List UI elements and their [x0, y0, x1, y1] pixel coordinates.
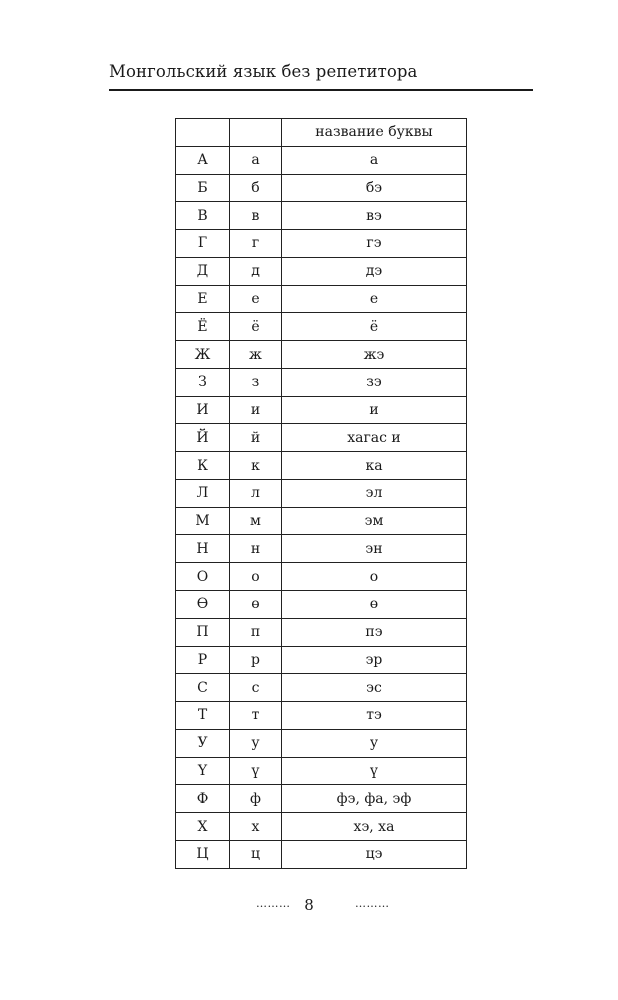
table-row [176, 424, 467, 452]
page-number: 8 [304, 896, 314, 914]
cell-uppercase: Б [176, 174, 230, 202]
cell-letter-name: зэ [282, 368, 467, 396]
cell-uppercase: Г [176, 230, 230, 258]
table-row [176, 202, 467, 230]
cell-uppercase: Т [176, 702, 230, 730]
cell-letter-name: цэ [282, 840, 467, 868]
table-row [176, 840, 467, 868]
cell-lowercase: т [230, 702, 282, 730]
cell-uppercase: З [176, 368, 230, 396]
cell-lowercase: ү [230, 757, 282, 785]
cell-letter-name: фэ, фа, эф [282, 785, 467, 813]
cell-lowercase: х [230, 813, 282, 841]
table-row [176, 674, 467, 702]
cell-letter-name: хагас и [282, 424, 467, 452]
table-row [176, 479, 467, 507]
table-row [176, 702, 467, 730]
footer-dots-left: ……… [256, 897, 291, 910]
cell-lowercase: ё [230, 313, 282, 341]
cell-uppercase: И [176, 396, 230, 424]
cell-uppercase: Ё [176, 313, 230, 341]
table-row [176, 313, 467, 341]
cell-lowercase: б [230, 174, 282, 202]
cell-uppercase: Д [176, 257, 230, 285]
cell-letter-name: эс [282, 674, 467, 702]
header-cell-lowercase [230, 119, 282, 147]
cell-letter-name: жэ [282, 341, 467, 369]
cell-letter-name: эл [282, 479, 467, 507]
cell-uppercase: У [176, 729, 230, 757]
table-row [176, 785, 467, 813]
footer-dots-right: ……… [355, 897, 390, 910]
cell-lowercase: о [230, 563, 282, 591]
cell-lowercase: з [230, 368, 282, 396]
cell-lowercase: с [230, 674, 282, 702]
table-row [176, 146, 467, 174]
header-cell-uppercase [176, 119, 230, 147]
cell-uppercase: Ө [176, 591, 230, 619]
cell-letter-name: е [282, 285, 467, 313]
cell-lowercase: ф [230, 785, 282, 813]
cell-uppercase: П [176, 618, 230, 646]
cell-lowercase: к [230, 452, 282, 480]
table-row [176, 341, 467, 369]
cell-uppercase: М [176, 507, 230, 535]
cell-lowercase: и [230, 396, 282, 424]
cell-letter-name: пэ [282, 618, 467, 646]
cell-uppercase: Н [176, 535, 230, 563]
cell-lowercase: л [230, 479, 282, 507]
cell-uppercase: Ж [176, 341, 230, 369]
table-row [176, 646, 467, 674]
header-cell-letter-name: название буквы [282, 119, 467, 147]
cell-uppercase: Р [176, 646, 230, 674]
cell-letter-name: ё [282, 313, 467, 341]
cell-letter-name: и [282, 396, 467, 424]
table-row [176, 591, 467, 619]
cell-uppercase: О [176, 563, 230, 591]
cell-uppercase: Е [176, 285, 230, 313]
cell-letter-name: эм [282, 507, 467, 535]
table-row [176, 813, 467, 841]
cell-uppercase: А [176, 146, 230, 174]
table-row [176, 757, 467, 785]
table-row [176, 285, 467, 313]
cell-uppercase: Ф [176, 785, 230, 813]
table-row [176, 174, 467, 202]
cell-lowercase: ц [230, 840, 282, 868]
cell-uppercase: Ү [176, 757, 230, 785]
cell-letter-name: эн [282, 535, 467, 563]
cell-lowercase: г [230, 230, 282, 258]
cell-lowercase: н [230, 535, 282, 563]
cell-letter-name: ү [282, 757, 467, 785]
table-header-row [176, 119, 467, 147]
cell-letter-name: у [282, 729, 467, 757]
table-row [176, 452, 467, 480]
cell-lowercase: е [230, 285, 282, 313]
cell-letter-name: ка [282, 452, 467, 480]
cell-uppercase: К [176, 452, 230, 480]
cell-letter-name: дэ [282, 257, 467, 285]
table-row [176, 535, 467, 563]
cell-letter-name: о [282, 563, 467, 591]
cell-lowercase: в [230, 202, 282, 230]
table-row [176, 563, 467, 591]
table-row [176, 230, 467, 258]
cell-uppercase: С [176, 674, 230, 702]
cell-lowercase: ө [230, 591, 282, 619]
cell-letter-name: хэ, ха [282, 813, 467, 841]
cell-letter-name: тэ [282, 702, 467, 730]
cell-lowercase: у [230, 729, 282, 757]
header-rule [109, 89, 533, 91]
cell-uppercase: В [176, 202, 230, 230]
cell-uppercase: Й [176, 424, 230, 452]
cell-letter-name: бэ [282, 174, 467, 202]
cell-letter-name: вэ [282, 202, 467, 230]
cell-letter-name: а [282, 146, 467, 174]
table-row [176, 257, 467, 285]
table-row [176, 507, 467, 535]
cell-lowercase: м [230, 507, 282, 535]
table-row [176, 396, 467, 424]
cell-uppercase: Ц [176, 840, 230, 868]
cell-letter-name: гэ [282, 230, 467, 258]
table-row [176, 368, 467, 396]
cell-uppercase: Л [176, 479, 230, 507]
table-row [176, 729, 467, 757]
alphabet-table [175, 118, 467, 869]
cell-lowercase: д [230, 257, 282, 285]
running-head-title: Монгольский язык без репетитора [109, 62, 418, 81]
cell-lowercase: р [230, 646, 282, 674]
alphabet-table-body [176, 146, 467, 868]
cell-letter-name: ө [282, 591, 467, 619]
cell-letter-name: эр [282, 646, 467, 674]
cell-uppercase: Х [176, 813, 230, 841]
cell-lowercase: п [230, 618, 282, 646]
cell-lowercase: й [230, 424, 282, 452]
cell-lowercase: ж [230, 341, 282, 369]
table-row [176, 618, 467, 646]
cell-lowercase: а [230, 146, 282, 174]
